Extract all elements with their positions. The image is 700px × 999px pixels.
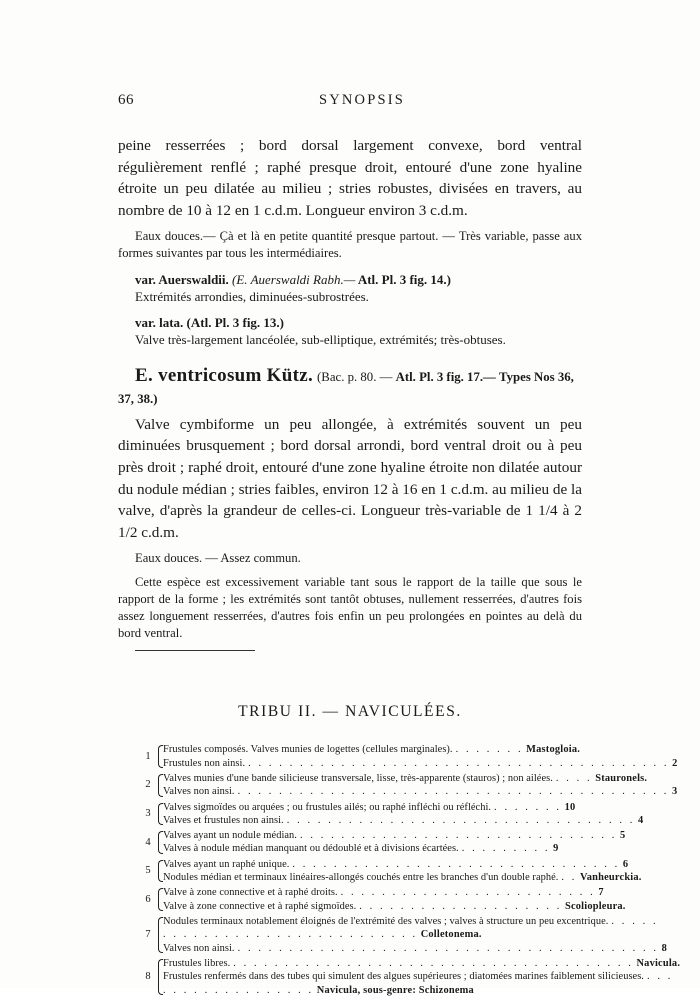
species-heading [118, 364, 582, 409]
key-group [140, 858, 642, 885]
brace-icon [156, 801, 163, 828]
key-lines [163, 801, 643, 828]
leader-dots: . . . . . . . . . . . . . . . . . . . . . . . . . [340, 887, 596, 899]
key-result: Stauronels. [595, 772, 648, 784]
key-text: Valves ayant un nodule médian. [163, 830, 297, 842]
leader-dots: . . . . . . . . . . . . . . . . . . . . . . . . . . . . . . [163, 916, 659, 941]
variety-name-2: var. lata. [135, 315, 184, 331]
key-line [163, 772, 677, 785]
key-text: Valves sigmoïdes ou arquées ; ou frustules ailés; ou raphé infléchi ou réfléchi. [163, 801, 492, 813]
key-result: 3 [671, 786, 678, 798]
variety-desc-1: Extrémités arrondies, diminuées-subrostrées. [135, 289, 369, 305]
leader-dots: . . . . . . . . . . . . . . . . . . . . . . . . . . . . . . . . . . . . . . . . . [237, 942, 659, 954]
key-text: Valves ayant un raphé unique. [163, 858, 290, 870]
leader-dots: . . . . . . . . . [461, 843, 551, 855]
variety-ref-2: (Atl. Pl. 3 fig. 13.) [186, 315, 285, 331]
key-text: Frustules libres. [163, 957, 231, 969]
key-group [140, 915, 667, 955]
key-lines [163, 886, 626, 913]
leader-dots: . . . . [555, 772, 593, 784]
key-result: 2 [672, 757, 678, 769]
leader-dots: . . . . . . . [494, 801, 562, 813]
key-result: 9 [553, 843, 559, 855]
key-line [163, 915, 667, 942]
key-result: 4 [637, 814, 644, 826]
key-line [163, 858, 642, 871]
key-line [163, 957, 680, 970]
key-number: 6 [145, 893, 151, 905]
key-number: 3 [145, 808, 151, 820]
key-lines [163, 858, 642, 885]
key-result: Vanheurckia. [580, 872, 642, 884]
key-lines [163, 957, 680, 997]
variety-heading-1 [118, 272, 582, 288]
section-divider [135, 650, 255, 651]
leader-dots: . . . . . . . [455, 744, 524, 756]
paragraph-continuation: peine resserrées ; bord dorsal largement convexe, bord ventral régulièrement renflé ; raphé presque droit, entouré d'une zone hyaline étroite un peu dilatée au milieu ; stries robustes, divisées en travers, au nombre de 10 à 12 en 1 c.d.m. Longueur environ 3 c.d.m. [118, 137, 582, 219]
key-group [140, 957, 681, 997]
habitat-note: Eaux douces.— Çà et là en petite quantité presque partout. — Très variable, passe aux formes suivantes par tous les intermédiaires. [118, 229, 582, 261]
key-result: 7 [598, 887, 604, 899]
key-lines [163, 915, 667, 955]
key-text: Frustules composés. Valves munies de logettes (cellules marginales). [163, 744, 453, 756]
key-group [140, 801, 644, 828]
key-result: 5 [620, 830, 626, 842]
key-text: Valves et frustules non ainsi. [163, 814, 284, 826]
brace-icon [156, 772, 163, 799]
key-line [163, 814, 643, 827]
key-line [163, 871, 642, 884]
key-number: 8 [145, 971, 151, 983]
key-text: Frustules renfermés dans des tubes qui simulent des algues supérieures ; diatomées marines faiblement silicieuses. [163, 971, 644, 983]
key-text: Valves non ainsi. [163, 942, 235, 954]
key-number: 4 [145, 836, 151, 848]
key-result: 10 [564, 801, 576, 813]
key-result: Navicula. [636, 957, 681, 969]
key-text: Nodules médian et terminaux linéaires-allongés couchés entre les branches d'un double raphé. [163, 872, 559, 884]
species-habitat: Eaux douces. — Assez commun. [135, 551, 301, 566]
variety-ref-1: Atl. Pl. 3 fig. 14.) [357, 272, 451, 288]
key-line [163, 829, 625, 842]
identification-key [140, 743, 681, 997]
brace-icon [156, 743, 163, 770]
key-line [163, 900, 626, 913]
leader-dots: . . . . . . . . . . . . . . . . . . [163, 971, 673, 996]
key-result: 6 [622, 858, 629, 870]
leader-dots: . . . . . . . . . . . . . . . . . . . . . . . . . . . . . . . [299, 830, 618, 842]
leader-dots: . . . . . . . . . . . . . . . . . . . . . . . . . . . . . . . . . . [286, 814, 635, 826]
page-content [118, 92, 681, 999]
key-line [163, 942, 667, 955]
running-head: SYNOPSIS [318, 92, 406, 108]
key-text: Valve à zone connective et à raphé sigmoïdes. [163, 900, 357, 912]
species-ref-atlas: Atl. Pl. 3 fig. 17.— [395, 370, 496, 385]
leader-dots: . . [561, 872, 577, 884]
key-group [140, 886, 626, 913]
variety-heading-2 [118, 315, 582, 331]
key-line [163, 842, 625, 855]
variety-desc-2: Valve très-largement lancéolée, sub-elliptique, extrémités; très-obtuses. [135, 332, 506, 348]
key-line [163, 743, 678, 756]
key-result: Mastogloia. [526, 744, 581, 756]
key-text: Valve à zone connective et à raphé droits. [163, 887, 338, 899]
key-line [163, 801, 643, 814]
key-result: Scoliopleura. [564, 900, 626, 912]
species-name: E. ventricosum Kütz. [135, 365, 314, 387]
key-group [140, 829, 626, 856]
key-line [163, 886, 626, 899]
key-line [163, 970, 680, 997]
leader-dots: . . . . . . . . . . . . . . . . . . . . . . . . . . . . . . . . . . . . . . . . . [248, 757, 670, 769]
species-ref-types: Types Nos 36, 37, 38.) [118, 370, 574, 406]
key-number: 2 [145, 779, 151, 791]
leader-dots: . . . . . . . . . . . . . . . . . . . . [359, 900, 562, 912]
key-number: 7 [145, 929, 151, 941]
brace-icon [156, 915, 163, 955]
key-lines [163, 743, 678, 770]
brace-icon [156, 858, 163, 885]
key-text: Valves non ainsi. [163, 786, 235, 798]
variety-authority-1: (E. Auerswaldi Rabh.— [232, 272, 356, 288]
leader-dots: . . . . . . . . . . . . . . . . . . . . . . . . . . . . . . . . . . . . . . . [233, 957, 634, 969]
brace-icon [156, 829, 163, 856]
key-text: Nodules terminaux notablement éloignés de l'extrémité des valves ; valves à structure un peu excentrique. [163, 916, 609, 928]
tribe-title: TRIBU II. — NAVICULÉES. [238, 703, 462, 721]
brace-icon [156, 886, 163, 913]
key-group [140, 743, 678, 770]
key-number: 1 [145, 750, 151, 762]
variety-name-1: var. Auerswaldii. [135, 272, 229, 288]
key-result: 8 [661, 942, 667, 954]
key-text: Frustules non ainsi. [163, 757, 246, 769]
key-result: Colletonema. [420, 929, 482, 941]
key-lines [163, 829, 625, 856]
key-result: Navicula, sous-genre: Schizonema [316, 984, 474, 996]
leader-dots: . . . . . . . . . . . . . . . . . . . . . . . . . . . . . . . . [292, 858, 620, 870]
brace-icon [156, 957, 163, 997]
key-text: Valves munies d'une bande silicieuse transversale, lisse, très-apparente (stauros) ; non ailées. [163, 772, 553, 784]
key-line [163, 757, 678, 770]
species-description: Valve cymbiforme un peu allongée, à extrémités souvent un peu diminuées brusquement ; bord dorsal arrondi, bord ventral droit ou à peu près droit ; raphé droit, entouré d'une zone hyaline étroite non dilatée autour du nodule médian ; stries faibles, environ 12 à 16 en 1 c.d.m. au milieu de la valve, d'après la grandeur de celles-ci. Longueur très-variable de 1 1/4 à 2 1/2 c.d.m. [118, 415, 582, 541]
folio-number: 66 [118, 92, 134, 108]
species-note: Cette espèce est excessivement variable tant sous le rapport de la taille que sous le rapport de la forme ; les extrémités sont tantôt obtuses, nullement resserrées, d'autres fois assez longuement resserrées, d'autres fois enfin un peu prolongées en pointes au delà du bord ventral. [118, 575, 582, 641]
species-ref-prefix: (Bac. p. 80. — [317, 370, 393, 385]
key-lines [163, 772, 677, 799]
key-line [163, 785, 677, 798]
page-header [118, 92, 582, 109]
key-number: 5 [145, 865, 151, 877]
key-text: Valves à nodule médian manquant ou dédoublé et à divisions écartées. [163, 843, 459, 855]
leader-dots: . . . . . . . . . . . . . . . . . . . . . . . . . . . . . . . . . . . . . . . . . . [237, 786, 669, 798]
key-group [140, 772, 678, 799]
